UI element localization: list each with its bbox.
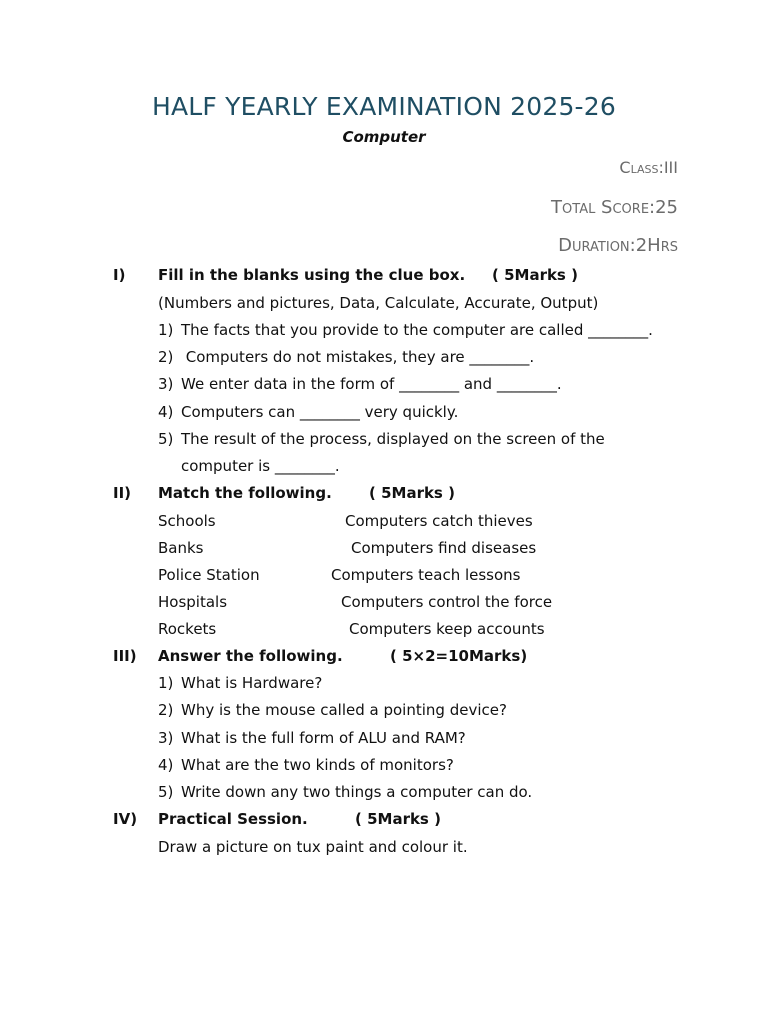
question-number: 5) [158, 430, 174, 448]
match-left-item: Banks [158, 539, 204, 557]
class-info: Class:III [619, 158, 678, 177]
match-left-item: Police Station [158, 566, 260, 584]
practical-instruction: Draw a picture on tux paint and colour it. [158, 838, 468, 856]
section-4-marks: ( 5Marks ) [355, 810, 441, 828]
fill-blank-question: Computers can ________ very quickly. [181, 403, 459, 421]
section-2-heading: Match the following. [158, 484, 332, 502]
question-number: 2) [158, 701, 174, 719]
question-number: 3) [158, 375, 174, 393]
section-3-numeral: III) [113, 647, 137, 665]
match-right-item: Computers keep accounts [349, 620, 545, 638]
match-left-item: Rockets [158, 620, 217, 638]
answer-question: What are the two kinds of monitors? [181, 756, 454, 774]
question-number: 2) [158, 348, 174, 366]
section-1-heading: Fill in the blanks using the clue box. [158, 266, 466, 284]
match-right-item: Computers catch thieves [345, 512, 533, 530]
match-left-item: Hospitals [158, 593, 228, 611]
section-3-marks: ( 5×2=10Marks) [390, 647, 528, 665]
section-4-heading: Practical Session. [158, 810, 308, 828]
answer-question: Why is the mouse called a pointing device? [181, 701, 507, 719]
match-left-item: Schools [158, 512, 216, 530]
question-number: 1) [158, 674, 174, 692]
question-number: 3) [158, 729, 174, 747]
subject-name: Computer [342, 128, 426, 146]
section-3-heading: Answer the following. [158, 647, 343, 665]
fill-blank-question-continuation: computer is ________. [181, 457, 340, 475]
answer-question: What is Hardware? [181, 674, 323, 692]
section-4-numeral: IV) [113, 810, 138, 828]
clue-box: (Numbers and pictures, Data, Calculate, Accurate, Output) [158, 294, 599, 312]
section-1-marks: ( 5Marks ) [492, 266, 578, 284]
duration: Duration:2Hrs [558, 235, 678, 256]
match-right-item: Computers find diseases [351, 539, 537, 557]
fill-blank-question: Computers do not mistakes, they are ________. [181, 348, 535, 366]
section-1-numeral: I) [113, 266, 126, 284]
match-right-item: Computers teach lessons [331, 566, 521, 584]
fill-blank-question: We enter data in the form of ________ and ________. [181, 375, 562, 393]
exam-title: HALF YEARLY EXAMINATION 2025-26 [152, 92, 616, 121]
section-2-marks: ( 5Marks ) [369, 484, 455, 502]
total-score: Total Score:25 [551, 197, 678, 218]
fill-blank-question: The result of the process, displayed on the screen of the [181, 430, 605, 448]
match-right-item: Computers control the force [341, 593, 553, 611]
question-number: 4) [158, 403, 174, 421]
fill-blank-question: The facts that you provide to the computer are called ________. [181, 321, 653, 339]
question-number: 4) [158, 756, 174, 774]
question-number: 5) [158, 783, 174, 801]
question-number: 1) [158, 321, 174, 339]
answer-question: What is the full form of ALU and RAM? [181, 729, 466, 747]
answer-question: Write down any two things a computer can do. [181, 783, 533, 801]
section-2-numeral: II) [113, 484, 132, 502]
